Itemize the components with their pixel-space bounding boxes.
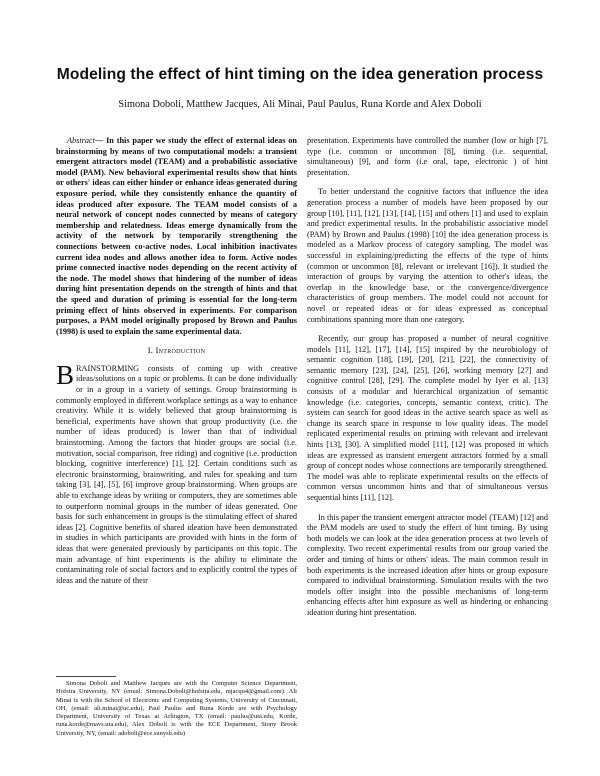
left-column [56, 136, 297, 586]
right-paragraph-4: In this paper the transient emergent attractor model (TEAM) [12] and the PAM models are used to study the effect of hint timing. By using both models we can look at the idea generation process at two levels of complexity. Two recent experimental results from our group varied the order and timing of hints or others' ideas. The main common result in both experiments is the increased ideation after hints or group exposure compared to individual brainstorming. Simulation results with the two models offer insight into the possible mechanisms of long-term enhancing effects after hint exposure as well as hindering or enhancing ideation during hint presentation. [307, 512, 548, 617]
right-paragraph-2: To better understand the cognitive factors that influence the idea generation process a number of models have been proposed by our group [10], [11], [12], [13], [14], [15] and others [1] and used to explain and predict experimental results. In the probabilistic associative model (PAM) by Brown and Paulus (1998) [10] the idea generation process is modeled as a Markov process of category sampling. The model was successful in explaining/predicting the effects of the type of hints (common or uncommon [8], relevant or irrelevant [16]). It studied the interaction of groups by varying the attention to other's ideas, the overlap in the knowledge base, or the convergence/divergence characteristics of group members. The model could not account for novel or repeated ideas or for ideas expressed as conceptual combinations spanning more than one category. [307, 187, 548, 324]
author-affiliation-footnote [56, 676, 297, 738]
abstract-body: In this paper we study the effect of external ideas on brainstorming by means of two computational models: a transient emergent attractors model (TEAM) and a probabilistic associative model (PAM). New behavioral experimental results show that hints or others' ideas can either hinder or enhance ideas generated during exposure period, while they consistently enhance the quantity of ideas produced after exposure. The TEAM model consists of a neural network of concept nodes connected by means of category membership and relatedness. Ideas emerge dynamically from the activity of the network by temporarily strengthening the connections between co-active nodes. Local inhibition inactivates current idea nodes and allows another idea to form. Active nodes prime connected inactive nodes depending on the recent activity of the node. The model shows that hindering of the number of ideas during hint presentation depends on the strength of hints and that the speed and duration of priming is essential for the long-term priming effect of hints observed in experiments. For comparison purposes, a PAM model originally proposed by Brown and Paulus (1998) is used to explain the same experimental data. [56, 136, 298, 336]
footnote-text: Simona Doboli and Matthew Jacques are with the Computer Science Department, Hofstra University, NY (email: Simona.Doboli@hofstra.edu, mjacqu4@gmail.com). Ali Minai is with the School of Electronic and Computing Systems, University of Cincinnati, OH, (email: ali.minai@uc.edu), Paul Paulus and Runa Korde are with Psychology Department, University of Texas at Arlington, TX (email: paulus@uta.edu, Korde, runa.korde@mavs.uta.edu), Alex Doboli is with the ECE Department, Stony Brook University, NY, (email: adoboli@ece.sunysb.edu) [56, 680, 297, 737]
right-paragraph-1: presentation. Experiments have controlled the number (low or high [7], type (i.e. common or uncommon [8], timing (i.e. sequential, simultaneous) [9], and form (i.e oral, tape, electronic ) of hint presentation. [307, 136, 548, 177]
paper-title: Modeling the effect of hint timing on the idea generation process [56, 66, 544, 83]
section-heading-introduction: I. Introduction [147, 346, 206, 356]
author-list: Simona Doboli, Matthew Jacques, Ali Minai, Paul Paulus, Runa Korde and Alex Doboli [118, 99, 482, 110]
abstract-label: Abstract [67, 136, 95, 145]
abstract [56, 136, 297, 337]
drop-cap-letter: B [56, 359, 75, 390]
intro-paragraph-1-text: RAINSTORMING consists of coming up with creative ideas/solutions on a topic or problems. It can be done individually or in a group in a variety of settings. Group brainstorming is commonly employed in different workplace settings as a way to enhance creativity. While it is widely believed that group brainstorming is beneficial, experiments have shown that group productivity (i.e. the number of ideas produced) is lower than that of individual brainstorming. Among the factors that hinder groups are social (i.e. motivation, social comparison, free riding) and cognitive (i.e. production blocking, cognitive interference) [1], [2]. Certain conditions such as electronic brainstorming, brainwriting, and rules for speaking and turn taking [3], [4], [5], [6] improve group brainstorming. When groups are able to exchange ideas by writing or computers, they are sometimes able to outperform nominal groups in the number of ideas generated. One basis for such enhancement in groups is the stimulating effect of shared ideas [2]. Cognitive benefits of shared ideation have been demonstrated in studies in which participants are provided with hints in the form of ideas that were generated previously by participants on this topic. The main advantage of hint experiments is the ability to eliminate the contaminating role of social factors and to explicitly control the types of ideas and the nature of their [56, 363, 297, 585]
right-column [307, 136, 548, 619]
right-paragraph-3: Recently, our group has proposed a number of neural cognitive models [11], [12], [17], [14], [15] inspired by the neurobiology of semantic cognition [18], [19], [20], [21], [22], the connectivity of semantic memory [23], [24], [25], [26], working memory [27] and cognitive control [28], [29]. The complete model by Iyer et al. [13] consists of a modular and hierarchical organization of semantic knowledge (i.e. categories, concepts, semantic context, critic). The system can search for good ideas in the active search space as well as change its search space in response to low quality ideas. The model replicated experimental results on priming with relevant and irrelevant hints [13], [30]. A simplified model [11], [12] was proposed in which ideas are expressed as transient emergent attractors formed by a small group of concept nodes whose connections are temporarily strengthened. The model was able to replicate experimental results on the effects of common versus uncommon hints and that of simultaneous versus sequential hints [11], [12]. [307, 334, 548, 502]
intro-paragraph-1 [56, 359, 297, 586]
abstract-dash: — [94, 136, 107, 145]
